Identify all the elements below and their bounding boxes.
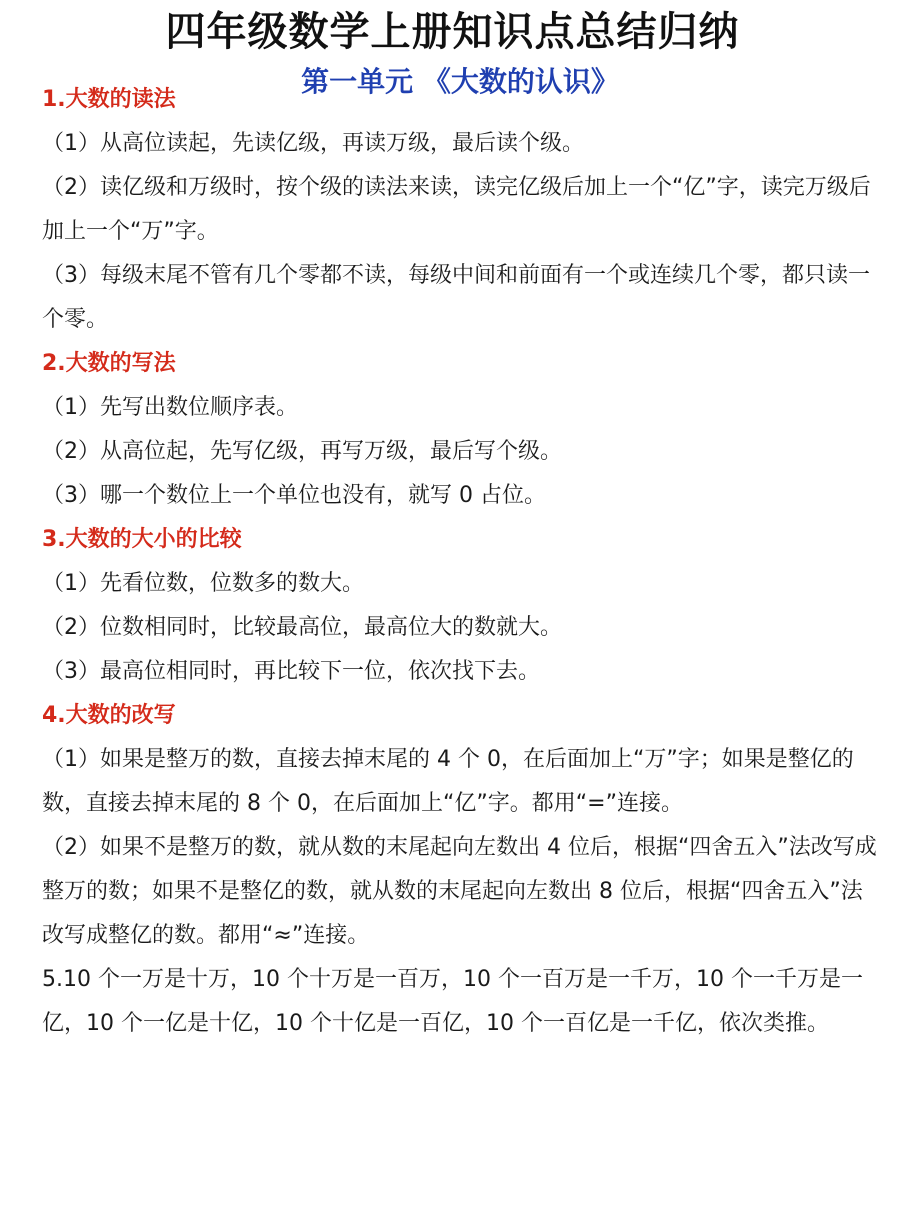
rule-paragraph: （1）先写出数位顺序表。 xyxy=(42,395,298,420)
rule-paragraph: （3）每级末尾不管有几个零都不读，每级中间和前面有一个或连续几个零，都只读一个零。 xyxy=(42,263,870,332)
rule-paragraph: （2）从高位起，先写亿级，再写万级，最后写个级。 xyxy=(42,439,562,464)
section-reading xyxy=(42,78,882,342)
document-title: 四年级数学上册知识点总结归纳 xyxy=(165,8,740,55)
section-comparison xyxy=(42,518,882,694)
rule-paragraph: （3）最高位相同时，再比较下一位，依次找下去。 xyxy=(42,659,540,684)
rule-paragraph: （2）如果不是整万的数，就从数的末尾起向左数出 4 位后，根据“四舍五入”法改写成整万的数；如果不是整亿的数，就从数的末尾起向左数出 8 位后，根据“四舍五入”法改写成整亿的数。都用“≈”连接。 xyxy=(42,835,877,948)
rule-paragraph: （1）先看位数，位数多的数大。 xyxy=(42,571,364,596)
section-heading: 2.大数的写法 xyxy=(42,351,176,376)
rule-paragraph: （3）哪一个数位上一个单位也没有，就写 0 占位。 xyxy=(42,483,546,508)
rule-paragraph: （2）位数相同时，比较最高位，最高位大的数就大。 xyxy=(42,615,562,640)
unit-title: 第一单元 《大数的认识》 xyxy=(301,65,619,98)
section-rewriting xyxy=(42,694,882,958)
rule-paragraph: （2）读亿级和万级时，按个级的读法来读，读完亿级后加上一个“亿”字，读完万级后加上一个“万”字。 xyxy=(42,175,871,244)
section-heading: 4.大数的改写 xyxy=(42,703,176,728)
notes-content xyxy=(42,78,882,1046)
closing-paragraph: 5.10 个一万是十万，10 个十万是一百万，10 个一百万是一千万，10 个一千万是一亿，10 个一亿是十亿，10 个十亿是一百亿，10 个一百亿是一千亿，依次类推。 xyxy=(42,967,863,1036)
section-heading: 1.大数的读法 xyxy=(42,87,176,112)
rule-paragraph: （1）如果是整万的数，直接去掉末尾的 4 个 0，在后面加上“万”字；如果是整亿的数，直接去掉末尾的 8 个 0，在后面加上“亿”字。都用“=”连接。 xyxy=(42,747,854,816)
rule-paragraph: （1）从高位读起，先读亿级，再读万级，最后读个级。 xyxy=(42,131,584,156)
section-writing xyxy=(42,342,882,518)
section-heading: 3.大数的大小的比较 xyxy=(42,527,242,552)
